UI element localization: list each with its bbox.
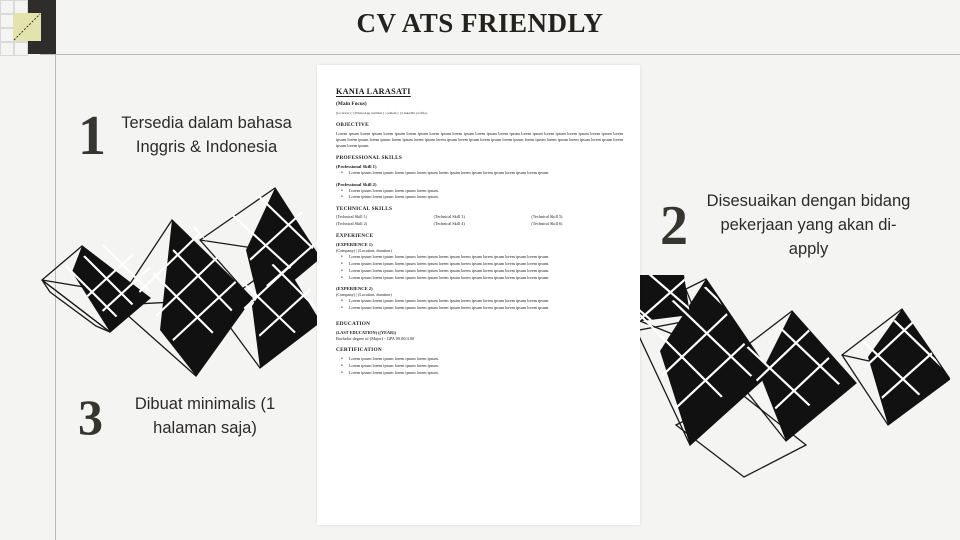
feature-item-3 (78, 389, 293, 445)
cv-section-heading-objective: OBJECTIVE (336, 122, 369, 128)
list-item: ● Lorem ipsum lorem ipsum lorem ipsum lorem ipsum. (349, 356, 623, 362)
list-item: ● Lorem ipsum lorem ipsum lorem ipsum lorem ipsum lorem ipsum lorem ipsum lorem ipsum lorem ipsum lorem ipsum. (349, 254, 623, 260)
cv-education-line-1: (LAST EDUCATION) ((YEAR)) (336, 329, 396, 335)
header-divider (40, 54, 960, 55)
feature-number-3: 3 (78, 389, 103, 445)
list-item: ● Lorem ipsum lorem ipsum lorem ipsum lorem ipsum lorem ipsum lorem ipsum lorem ipsum lorem ipsum lorem ipsum. (349, 261, 623, 267)
cv-section-heading-experience: EXPERIENCE (336, 233, 374, 240)
feature-number-2: 2 (660, 194, 688, 257)
cv-section-heading-certification: CERTIFICATION (336, 347, 382, 354)
list-item: ● Lorem ipsum lorem ipsum lorem ipsum lorem ipsum lorem ipsum lorem ipsum lorem ipsum lorem ipsum lorem ipsum. (349, 298, 623, 304)
cv-technical-skill: (Technical Skill 4) (433, 220, 465, 226)
list-item: ● Lorem ipsum lorem ipsum lorem ipsum lorem ipsum. (349, 370, 623, 376)
cv-professional-skill-bullets-2 (336, 188, 623, 201)
feature-number-1: 1 (78, 105, 106, 167)
cv-candidate-name: KANIA LARASATI (336, 87, 411, 96)
cv-technical-skill: (Technical Skill 5) (531, 214, 563, 220)
cv-experience-meta-1: (Company) | (Location, duration) (336, 248, 392, 254)
cv-document-preview[interactable] (317, 65, 640, 525)
cv-technical-skill: (Technical Skill 2) (336, 220, 368, 226)
cv-certification-bullets (336, 356, 623, 376)
cv-professional-skill-label-2: (Professional Skill 2) (336, 181, 377, 187)
cv-experience-meta-2: (Company) | (Location, duration) (336, 291, 392, 297)
cv-contact-line: (location) | (WhatsApp number) | (email) | (LinkedIn profile) (336, 111, 428, 115)
geometric-decoration-left (20, 180, 320, 395)
list-item: ● Lorem ipsum lorem ipsum lorem ipsum lorem ipsum. (349, 363, 623, 369)
page-title: CV ATS FRIENDLY (356, 8, 604, 38)
list-item: ● Lorem ipsum lorem ipsum lorem ipsum lorem ipsum lorem ipsum lorem ipsum lorem ipsum lorem ipsum lorem ipsum. (349, 268, 623, 274)
cv-technical-skill: (Technical Skill 3) (433, 214, 465, 220)
cv-professional-skill-bullets-1 (336, 170, 623, 176)
feature-item-2 (660, 190, 915, 262)
list-item: ● Lorem ipsum lorem ipsum lorem ipsum lorem ipsum lorem ipsum lorem ipsum lorem ipsum lorem ipsum lorem ipsum. (349, 275, 623, 281)
cv-experience-label-2: (EXPERIENCE 2) (336, 285, 373, 291)
list-item: ● Lorem ipsum lorem ipsum lorem ipsum lorem ipsum. (349, 188, 623, 194)
cv-section-heading-education: EDUCATION (336, 321, 371, 328)
left-rule (55, 54, 56, 540)
list-item: ● Lorem ipsum lorem ipsum lorem ipsum lorem ipsum lorem ipsum lorem ipsum lorem ipsum lorem ipsum lorem ipsum. (349, 170, 623, 176)
feature-text-2: Disesuaikan dengan bidang pekerjaan yang akan di-apply (706, 192, 911, 258)
cv-technical-skill: (Technical Skill 1) (336, 214, 368, 220)
cv-technical-skills-grid (336, 214, 623, 227)
cv-content (336, 87, 623, 381)
cv-experience-bullets-2 (336, 298, 623, 311)
cv-technical-skill: (Technical Skill 6) (531, 220, 563, 226)
cv-experience-label-1: (EXPERIENCE 1) (336, 242, 373, 248)
cv-experience-bullets-1 (336, 254, 623, 281)
cv-section-heading-technical-skills: TECHNICAL SKILLS (336, 205, 393, 212)
cv-objective-body: Lorem ipsum lorem ipsum lorem ipsum lorem ipsum lorem ipsum lorem ipsum lorem ipsum lorem ipsum lorem ipsum lorem ipsum lorem ipsum lorem ipsum lorem ipsum lorem ipsum lorem ipsum lorem ipsum lorem ipsum lorem ipsum lorem ipsum lorem ipsum lorem ipsum lorem ipsum lorem ipsum lorem ipsum lorem ipsum lorem ipsum lorem ipsum. (336, 130, 623, 149)
list-item: ● Lorem ipsum lorem ipsum lorem ipsum lorem ipsum. (349, 194, 623, 200)
feature-text-1: Tersedia dalam bahasa Inggris & Indonesia (121, 114, 292, 156)
cv-education-line-2: Bachelor degree of (Major) - GPA 00.00/4.00 (336, 336, 415, 341)
cv-professional-skill-label-1: (Professional Skill 1) (336, 164, 377, 170)
list-item: ● Lorem ipsum lorem ipsum lorem ipsum lorem ipsum lorem ipsum lorem ipsum lorem ipsum lorem ipsum lorem ipsum. (349, 305, 623, 311)
geometric-decoration-right (620, 275, 950, 480)
feature-text-3: Dibuat minimalis (1 halaman saja) (134, 395, 276, 437)
feature-item-1 (78, 105, 293, 167)
cv-section-heading-professional-skills: PROFESSIONAL SKILLS (336, 155, 403, 162)
cv-main-focus: (Main Focus) (336, 101, 367, 107)
